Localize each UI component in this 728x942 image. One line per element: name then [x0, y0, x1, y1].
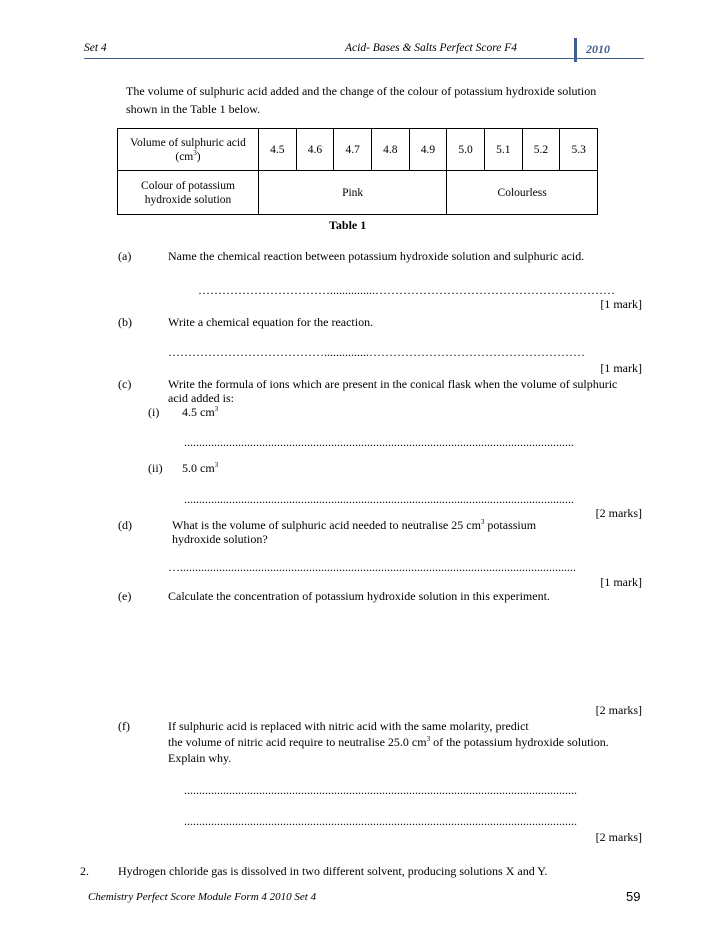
intro-line-2: shown in the Table 1 below.	[126, 102, 261, 116]
q-d-label: (d)	[118, 518, 132, 532]
table-cell-volume: 5.2	[522, 129, 560, 171]
q-f-label: (f)	[118, 719, 130, 733]
table-cell-volume: 4.5	[259, 129, 297, 171]
q-e-text: Calculate the concentration of potassium hydroxide solution in this experiment.	[168, 589, 550, 603]
table-1	[117, 128, 598, 215]
intro-line-1: The volume of sulphuric acid added and the change of the colour of potassium hydroxide solution	[126, 84, 597, 98]
q-f-text-2: the volume of nitric acid require to neutralise 25.0 $cm^3$ of the potassium hydroxide solution.	[168, 735, 609, 749]
q-a-answer-line: ……………………………...............……………………………………………………	[198, 283, 615, 297]
q-d-text-2: hydroxide solution?	[172, 532, 268, 546]
q-f-answer-line-2: ...................................................................................................................................	[184, 814, 577, 828]
q-e-label: (e)	[118, 589, 132, 603]
table-cell-volume: 4.6	[296, 129, 334, 171]
table-cell-pink: Pink	[259, 171, 447, 215]
q-d-mark: [1 mark]	[600, 575, 642, 589]
q-f-text-1: If sulphuric acid is replaced with nitric acid with the same molarity, predict	[168, 719, 529, 733]
q-e-mark: [2 marks]	[595, 703, 642, 717]
q-c-ii-label: (ii)	[148, 461, 163, 475]
table-row-colour	[118, 171, 598, 215]
table-cell-volume: 5.1	[484, 129, 522, 171]
header-year: 2010	[586, 42, 610, 56]
q-c-i-label: (i)	[148, 405, 160, 419]
q-d-text-1: What is the volume of sulphuric acid needed to neutralise 25 $cm^3$ potassium	[172, 518, 537, 532]
table-cell-volume: 4.7	[334, 129, 372, 171]
q-f-mark: [2 marks]	[595, 830, 642, 844]
q-b-mark: [1 mark]	[600, 361, 642, 375]
table-cell-volume: 4.9	[409, 129, 447, 171]
table-cell-volume: 5.0	[447, 129, 485, 171]
q-b-label: (b)	[118, 315, 132, 329]
q-b-text: Write a chemical equation for the reaction.	[168, 315, 374, 329]
q-f-answer-line-1: ...................................................................................................................................	[184, 783, 577, 797]
q-c-i-answer-line: ..................................................................................................................................	[184, 435, 574, 449]
table-label-colour: Colour of potassium hydroxide solution	[118, 171, 259, 215]
q-b-answer-line: …………………………………...............………………………………………………	[168, 345, 585, 359]
header-title: Acid- Bases & Salts Perfect Score F4	[345, 42, 518, 54]
table-row-volume	[118, 129, 598, 171]
q-a-text: Name the chemical reaction between potassium hydroxide solution and sulphuric acid.	[168, 249, 585, 263]
q-c-text-1: Write the formula of ions which are present in the conical flask when the volume of sulphuric	[168, 377, 618, 391]
table-cell-colourless: Colourless	[447, 171, 598, 215]
q-f-text-3: Explain why.	[168, 751, 232, 765]
q-c-label: (c)	[118, 377, 132, 391]
q-c-ii-text: 5.0 $cm^3$	[182, 461, 219, 475]
q-d-answer-line: …....................................................................................................................................	[168, 560, 576, 574]
q-c-i-text: 4.5 $cm^3$	[182, 405, 219, 419]
table-cell-volume: 5.3	[560, 129, 598, 171]
header-rule	[84, 58, 644, 59]
q-a-mark: [1 mark]	[600, 297, 642, 311]
table-caption: Table 1	[329, 218, 367, 232]
q-c-mark: [2 marks]	[595, 506, 642, 520]
q2-text: Hydrogen chloride gas is dissolved in two different solvent, producing solutions X and Y.	[118, 864, 548, 878]
q2-number: 2.	[80, 864, 89, 878]
table-label-volume: Volume of sulphuric acid $(cm^3)$	[118, 129, 259, 171]
footer-text: Chemistry Perfect Score Module Form 4 2010 Set 4	[88, 891, 317, 903]
page-number: 59	[626, 889, 641, 904]
table-cell-volume: 4.8	[371, 129, 409, 171]
q-a-label: (a)	[118, 249, 132, 263]
q-c-text-2: acid added is:	[168, 391, 234, 405]
header-set: Set 4	[84, 42, 107, 54]
q-c-ii-answer-line: ..................................................................................................................................	[184, 492, 574, 506]
